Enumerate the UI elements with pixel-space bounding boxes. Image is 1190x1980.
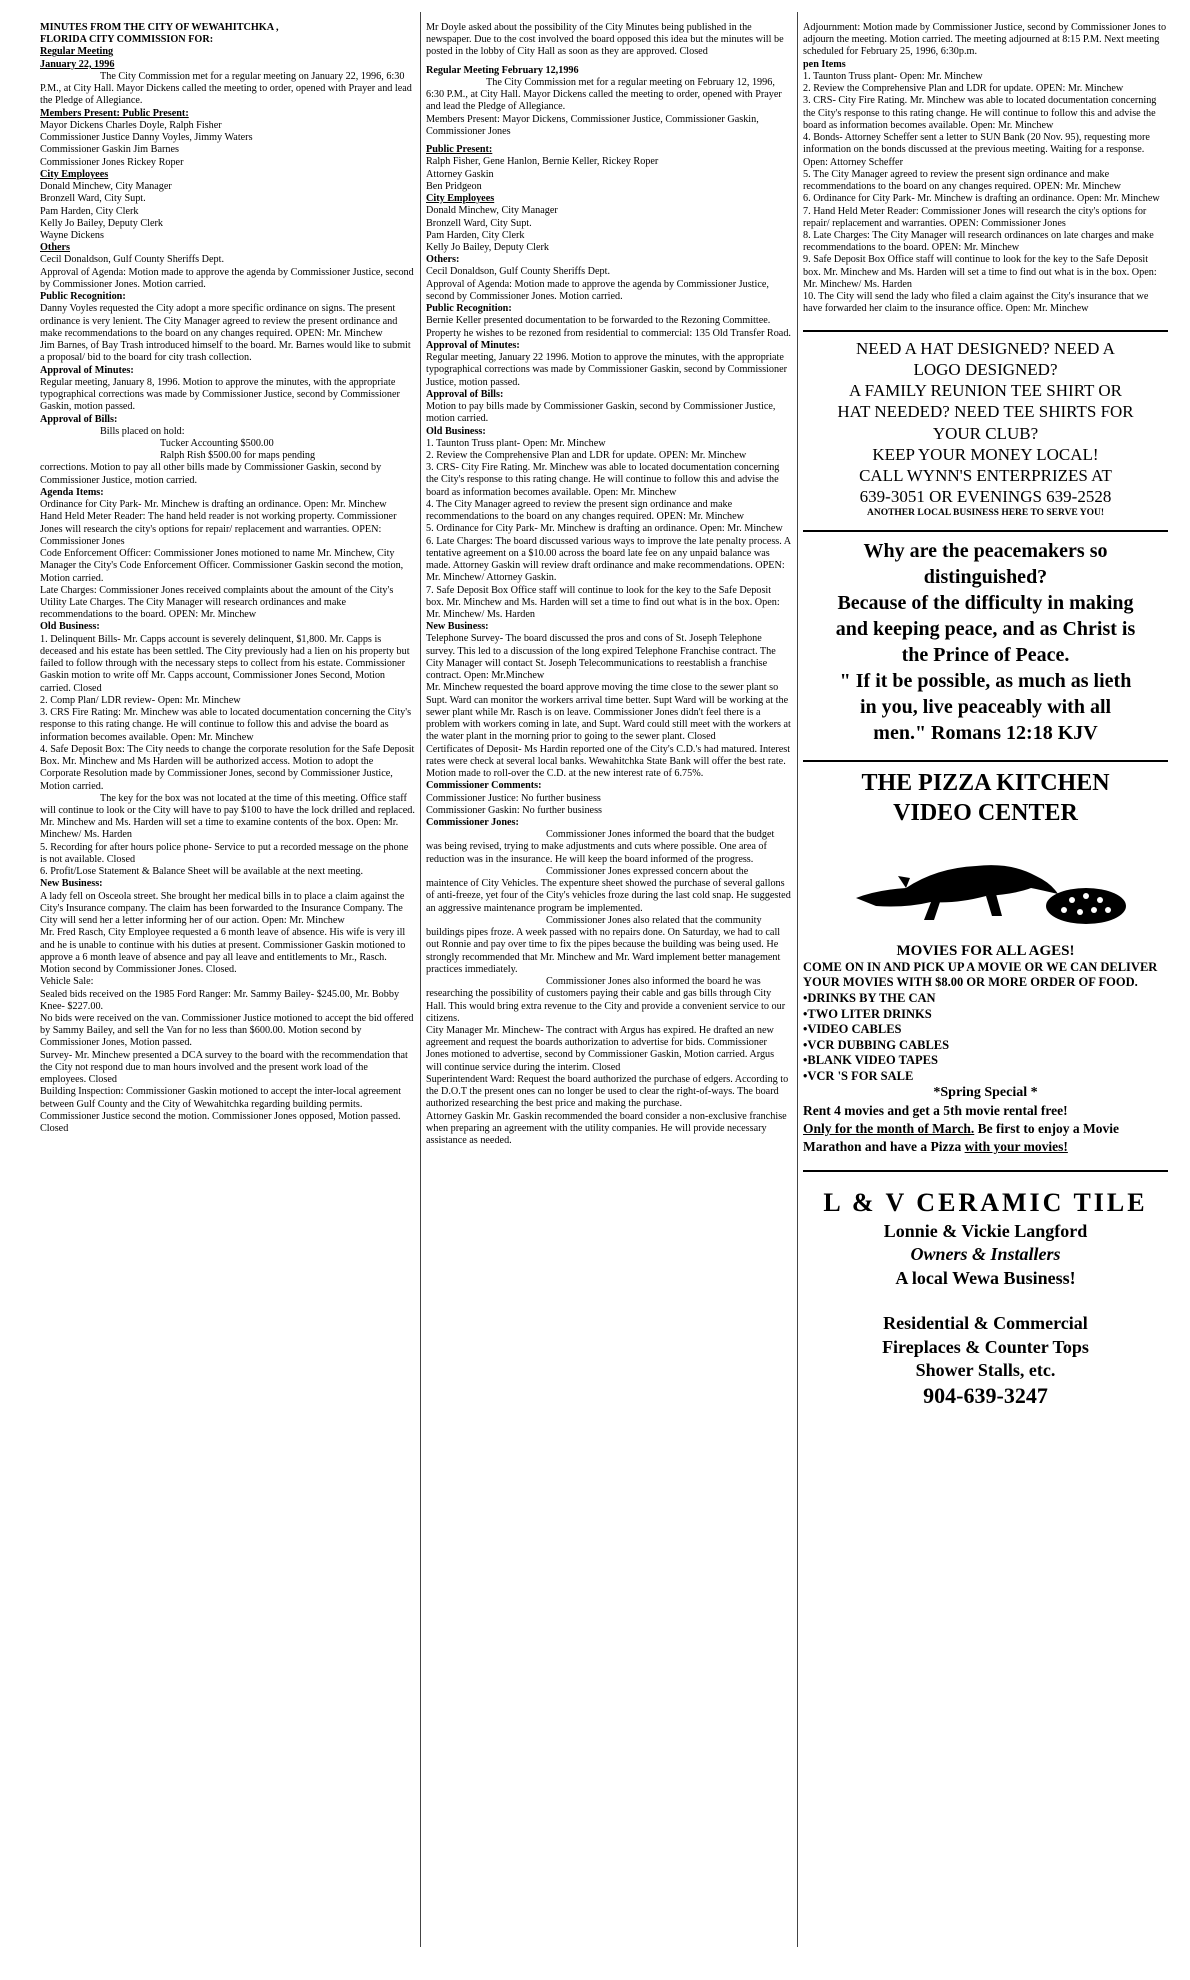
ceramic-title: L & V CERAMIC TILE [823, 1188, 1148, 1218]
ceramic-local: A local Wewa Business! [895, 1267, 1076, 1288]
minutes-paragraph: 7. Hand Held Meter Reader: Commissioner Jones will research the city's options for repair/ replacement and warranties. OPEN: Commissioner Jones [803, 205, 1147, 229]
minutes-paragraph: 6. Ordinance for City Park- Mr. Minchew is drafting an ordinance. Open: Mr. Minchew [803, 193, 1160, 205]
minutes-paragraph: A lady fell on Osceola street. She brought her medical bills in to place a claim against the City's Insurance company. The claim has been forwarded to the Insurance Company. The City will send her a letter informing her of our action. Open: Mr. Minchew [40, 890, 405, 927]
minutes-paragraph: Approval of Minutes: [426, 339, 520, 351]
minutes-paragraph: Old Business: [426, 425, 486, 437]
minutes-paragraph: 6. Profit/Lose Statement & Balance Sheet will be available at the next meeting. [40, 866, 364, 878]
alligator-pizza-icon [836, 828, 1136, 938]
minutes-paragraph: January 22, 1996 [40, 58, 115, 70]
minutes-paragraph: FLORIDA CITY COMMISSION FOR: [40, 34, 214, 46]
pizza-offer [803, 1102, 1168, 1157]
minutes-paragraph: Approval of Minutes: [40, 364, 134, 376]
minutes-paragraph: Mr. Fred Rasch, City Employee requested a 6 month leave of absence. His wife is very ill and he is unable to continue with his duties at present. Commissioner Gaskin motioned to approve a 6 month leave of absence and pay all leave and entitlements to Mr., Rasch. Motion second by Commissioner Jones. Closed. [40, 927, 406, 976]
minutes-paragraph: 10. The City will send the lady who filed a claim against the City's insurance that we have forwarded her claim to the insurance office. Open: Mr. Minchew [803, 291, 1149, 315]
minutes-paragraph: corrections. Motion to pay all other bills made by Commissioner Gaskin, second by Commissioner Justice, motion carried. [40, 462, 382, 486]
pizza-kitchen-ad [803, 768, 1168, 1157]
minutes-paragraph: 6. Late Charges: The board discussed various ways to improve the late penalty process. A tentative agreement on a $10.00 across the board late fee on any unpaid balance was made. Attorney Gaskin will review draft ordinance and make recommendations. OPEN: Mr. Minchew/ Attorney Gaskin. [426, 535, 791, 584]
minutes-paragraph: Donald Minchew, City Manager [426, 205, 558, 217]
minutes-paragraph: Regular meeting, January 8, 1996. Motion to approve the minutes, with the appropriate typographical corrections was made by Commissioner Justice, second by Commissioner Gaskin, motion passed. [40, 376, 400, 413]
minutes-paragraph: Members Present: Mayor Dickens, Commissioner Justice, Commissioner Gaskin, Commissioner Jones [426, 113, 759, 137]
ceramic-service-2: Fireplaces & Counter Tops [882, 1336, 1089, 1357]
minutes-paragraph: Bronzell Ward, City Supt. [40, 193, 146, 205]
minutes-column-3 [803, 22, 1168, 1411]
pizza-item: •VCR DUBBING CABLES [803, 1037, 950, 1052]
wynn-ad-line: YOUR CLUB? [932, 423, 1039, 443]
pizza-item: •BLANK VIDEO TAPES [803, 1053, 938, 1068]
minutes-paragraph: 9. Safe Deposit Box Office staff will continue to look for the key to the Safe Deposit box. Mr. Minchew and Ms. Harden will set a time to find out what is in the box. Open: Mr. Minchew/ Ms. Harden [803, 254, 1157, 290]
minutes-paragraph: 4. Safe Deposit Box: The City needs to change the corporate resolution for the Safe Deposit Box. Mr. Minchew and Ms Harden will be authorized access. Motion to adopt the Corporate Resolution made by Commissioner Jones, second by Commissioner Justice, Motion carried. [40, 743, 415, 792]
minutes-paragraph: Commissioner Gaskin Jim Barnes [40, 144, 179, 156]
pizza-title-2: VIDEO CENTER [893, 799, 1078, 826]
column-rule-1 [420, 12, 421, 1947]
minutes-paragraph: 5. The City Manager agreed to review the present sign ordinance and make recommendations to the board on any changes required. OPEN: Mr. Minchew [803, 168, 1121, 193]
wynn-ad-line: HAT NEEDED? NEED TEE SHIRTS FOR [837, 402, 1134, 422]
minutes-paragraph: Old Business: [40, 621, 100, 633]
minutes-paragraph: Ralph Fisher, Gene Hanlon, Bernie Keller, Rickey Roper [426, 156, 659, 168]
minutes-paragraph: Attorney Gaskin Mr. Gaskin recommended the board consider a non-exclusive franchise when preparing an agreement with the utility companies. He will provide necessary assistance as needed. [426, 1110, 787, 1147]
minutes-paragraph: Bills placed on hold: [100, 425, 185, 437]
minutes-paragraph: Public Present: [426, 144, 493, 156]
wynn-ad-line: LOGO DESIGNED? [913, 359, 1058, 379]
minutes-paragraph: Attorney Gaskin [426, 168, 494, 180]
minutes-paragraph: Commissioner Jones also informed the board he was researching the possibility of customers paying their cable and gas bills through City Hall. This would bring extra revenue to the City and provide a convenient service to our citizens. [426, 976, 786, 1024]
divider [803, 760, 1168, 762]
minutes-paragraph: Others: [426, 254, 460, 266]
minutes-paragraph: Mr. Minchew requested the board approve moving the time close to the sewer plant so Supt. Ward can monitor the workers arrival time better. Supt Ward will be working at the sewer plant while Mr. Rasch is on leave. Commissioner Jones didn't feel there is a problem with workers coming in late, and Supt. Ward could still meet with the workers at the water plant in the morning prior to going to the sewer plant. Closed [426, 682, 791, 743]
minutes-paragraph: Tucker Accounting $500.00 [160, 437, 274, 449]
minutes-paragraph: Pam Harden, City Clerk [426, 229, 525, 241]
minutes-paragraph: New Business: [426, 621, 489, 633]
verse-line: in you, live peaceably with all [859, 695, 1112, 718]
minutes-paragraph: Public Recognition: [426, 303, 512, 315]
minutes-paragraph: The City Commission met for a regular meeting on February 12, 1996, 6:30 P.M., at City Hall. Mayor Dickens called the meeting to order, opened with Prayer and lead the Pledge of Allegiance. [426, 76, 782, 113]
minutes-paragraph: Commissioner Gaskin: No further business [426, 804, 603, 816]
minutes-paragraph: 5. Ordinance for City Park- Mr. Minchew is drafting an ordinance. Open: Mr. Minchew [426, 523, 783, 535]
minutes-paragraph: City Employees [40, 168, 109, 180]
minutes-paragraph: Hand Held Meter Reader: The hand held reader is not working property. Commissioner Jones will research the city's options for repair/ replacement and warranties. OPEN: Commissioner Jones [40, 511, 397, 547]
minutes-paragraph: Danny Voyles requested the City adopt a more specific ordinance on signs. The present ordinance is very lenient. The City Manager agreed to review the present ordinance and make recommendations to the board on any changes required. OPEN: Mr. Minchew [40, 303, 398, 339]
minutes-paragraph: Adjournment: Motion made by Commissioner Justice, second by Commissioner Jones to adjourn the meeting. Motion carried. The meeting adjourned at 8:15 P.M. Next meeting scheduled for February 25, 1996, 6:30p.m. [803, 22, 1167, 58]
pizza-offer-month: Only for the month of March. [803, 1120, 975, 1136]
minutes-paragraph: Commissioner Jones Rickey Roper [40, 156, 184, 168]
minutes-paragraph: Donald Minchew, City Manager [40, 181, 172, 193]
minutes-paragraph: Late Charges: Commissioner Jones received complaints about the amount of the City's Utility Late Charges. The City Manager will research ordinances and make recommendations to the board. OPEN: Mr. Minchew [40, 584, 394, 621]
minutes-paragraph: Commissioner Justice: No further business [426, 792, 601, 804]
verse-line: distinguished? [923, 565, 1048, 588]
pizza-item: •VIDEO CABLES [803, 1022, 902, 1037]
ceramic-role [803, 1243, 1168, 1266]
pizza-items-list [803, 991, 1168, 1085]
minutes-paragraph: Code Enforcement Officer: Commissioner Jones motioned to name Mr. Minchew, City Manager the City's Code Enforcement Officer. Commissioner Gaskin second the motion, Motion carried. [40, 548, 404, 584]
pizza-title-1: THE PIZZA KITCHEN [861, 769, 1110, 796]
minutes-paragraph: City Employees [426, 193, 495, 205]
pizza-offer-with: with your movies! [964, 1138, 1068, 1154]
minutes-paragraph: Commissioner Jones expressed concern about the maintence of City Vehicles. The expenture sheet showed the purchase of several gallons of anti-freeze, yet four of the City's vehicles froze during the last cold snap. He suggested an aggressive maintenance program be implemented. [426, 865, 791, 914]
minutes-paragraph: 1. Taunton Truss plant- Open: Mr. Minchew [426, 437, 606, 449]
minutes-paragraph: Vehicle Sale: [40, 976, 94, 988]
minutes-paragraph: Approval of Agenda: Motion made to approve the agenda by Commissioner Justice, second by Commissioner Jones. Motion carried. [40, 266, 414, 290]
minutes-paragraph: Mr Doyle asked about the possibility of the City Minutes being published in the newspaper. Due to the cost involved the board opposed this idea but the minutes will be posted in the lobby of City Hall as soon as they are approved. Closed [426, 22, 784, 58]
minutes-paragraph: Ralph Rish $500.00 for maps pending [160, 450, 316, 462]
ceramic-tile-ad [803, 1186, 1168, 1411]
minutes-paragraph: 2. Review the Comprehensive Plan and LDR for update. OPEN: Mr. Minchew [803, 83, 1124, 95]
minutes-paragraph: Members Present: Public Present: [40, 107, 189, 119]
minutes-paragraph: Regular meeting, January 22 1996. Motion to approve the minutes, with the appropriate typographical corrections was made by Commissioner Gaskin, second by Commissioner Justice, motion passed. [426, 352, 788, 388]
minutes-paragraph: pen Items [803, 58, 846, 70]
minutes-paragraph: Approval of Bills: [40, 413, 118, 425]
minutes-paragraph: 5. Recording for after hours police phone- Service to put a recorded message on the phone is not available. Closed [40, 841, 409, 865]
minutes-paragraph: Approval of Agenda: Motion made to approve the agenda by Commissioner Justice, second by Commissioner Jones. Motion carried. [426, 278, 769, 302]
minutes-paragraph: 2. Review the Comprehensive Plan and LDR for update. OPEN: Mr. Minchew [426, 449, 747, 461]
minutes-paragraph: 4. The City Manager agreed to review the present sign ordinance and make recommendations to the board on any changes required. OPEN: Mr. Minchew [426, 498, 744, 523]
minutes-paragraph: Others [40, 242, 70, 254]
minutes-paragraph: Regular Meeting February 12,1996 [426, 64, 579, 76]
minutes-paragraph: Commissioner Jones also related that the community buildings pipes froze. A week passed with no repairs done. On Saturday, we had to call out Ronnie and pay over time to fix the pipes because the building was being used. He strongly recommended that Mr. Minchew and Mr. Ward implement better management practices immediately. [426, 914, 781, 975]
ceramic-service-3: Shower Stalls, etc. [915, 1359, 1056, 1380]
minutes-paragraph: Bernie Keller presented documentation to be forwarded to the Rezoning Committee. Property he wishes to be rezoned from residential to commercial: 135 Old Transfer Road. [426, 315, 791, 339]
minutes-paragraph: Building Inspection: Commissioner Gaskin motioned to accept the inter-local agreement between Gulf County and the City of Wewahitchka regarding building permits. Commissioner Justice second the motion. Commissioner Jones opposed, Motion passed. Closed [40, 1086, 402, 1135]
minutes-paragraph: Sealed bids received on the 1985 Ford Ranger: Mr. Sammy Bailey- $245.00, Mr. Bobby Knee- $227.00. [40, 988, 400, 1012]
pizza-spring-special: *Spring Special * [933, 1084, 1038, 1100]
pizza-item: •TWO LITER DRINKS [803, 1006, 932, 1021]
verse-line: and keeping peace, and as Christ is [835, 617, 1136, 640]
wynn-enterprizes-ad [803, 338, 1168, 520]
minutes-paragraph: MINUTES FROM THE CITY OF WEWAHITCHKA , [40, 22, 279, 33]
wynn-tagline: ANOTHER LOCAL BUSINESS HERE TO SERVE YOU! [866, 507, 1105, 518]
verse-line: men." Romans 12:18 KJV [873, 721, 1098, 744]
minutes-paragraph: Pam Harden, City Clerk [40, 205, 139, 217]
minutes-paragraph: Regular Meeting [40, 46, 114, 58]
minutes-paragraph: Commissioner Justice Danny Voyles, Jimmy Waters [40, 132, 253, 144]
minutes-paragraph: Commissioner Comments: [426, 780, 542, 792]
minutes-paragraph: Approval of Bills: [426, 388, 504, 400]
verse-line: " If it be possible, as much as lieth [839, 669, 1132, 692]
minutes-paragraph: Public Recognition: [40, 291, 126, 303]
minutes-paragraph: Survey- Mr. Minchew presented a DCA survey to the board with the recommendation that the City not respond due to man hours involved and the present work load of the employees. Closed [40, 1049, 408, 1086]
peacemakers-verse [803, 538, 1168, 746]
minutes-paragraph: 3. CRS- City Fire Rating. Mr. Minchew was able to located documentation concerning the City's response to this rating change. He will continue to follow this and advise the board as information becomes available. Open: Mr. Minchew [803, 95, 1157, 131]
minutes-paragraph: 1. Delinquent Bills- Mr. Capps account is severely delinquent, $1,800. Mr. Capps is deceased and his estate has been settled. The City previously had a lien on his property but failed to follow through with the necessary steps to collect from his estate. Commissioner Gaskin motion to write off Mr. Capps account, Commissioner Jones Second, Motion carried. Closed [40, 633, 410, 694]
divider [803, 1170, 1168, 1172]
column-rule-2 [797, 12, 798, 1947]
wynn-ad-line: KEEP YOUR MONEY LOCAL! [872, 444, 1099, 464]
minutes-paragraph: Motion to pay bills made by Commissioner Gaskin, second by Commissioner Justice, motion carried. [426, 401, 776, 425]
minutes-paragraph: Cecil Donaldson, Gulf County Sheriffs Dept. [40, 254, 225, 266]
ceramic-phone: 904-639-3247 [923, 1383, 1048, 1409]
divider [803, 530, 1168, 532]
minutes-paragraph: 8. Late Charges: The City Manager will research ordinances on late charges and make recommendations to the board. OPEN: Mr. Minchew [803, 229, 1154, 254]
minutes-paragraph: No bids were received on the van. Commissioner Justice motioned to accept the bid offered by Sammy Bailey, and sell the Van for no less than $600.00. Motion second by Commissioner Jones, Motion passed. [40, 1012, 414, 1049]
wynn-ad-line: 639-3051 OR EVENINGS 639-2528 [859, 487, 1112, 507]
minutes-paragraph: Superintendent Ward: Request the board authorized the purchase of edgers. According to the D.O.T the present ones can no longer be used to clear the right-of-ways. The board authorized researching the best price and making the purchase. [426, 1073, 789, 1110]
ceramic-role-text: Owners & Installers [910, 1244, 1061, 1265]
minutes-paragraph: Kelly Jo Bailey, Deputy Clerk [426, 241, 549, 253]
minutes-column-1 [40, 22, 415, 1135]
minutes-paragraph: City Manager Mr. Minchew- The contract with Argus has expired. He drafted an new agreement and request the boards authorization to advertise for bids. Commissioner Jones motioned to advertise, second by Commissioner Gaskin, Motion carried. Argus will continue service during the interim. Closed [426, 1024, 775, 1073]
pizza-offer-marathon: Be first to enjoy a Movie Marathon and have a Pizza [803, 1120, 1119, 1154]
pizza-offer-text: Rent 4 movies and get a 5th movie rental free! [803, 1102, 1068, 1118]
minutes-paragraph: 3. CRS- City Fire Rating. Mr. Minchew was able to located documentation concerning the City's response to this rating change. He will continue to follow this and advise the board as information becomes available. Open: Mr. Minchew [426, 462, 780, 498]
wynn-ad-line: CALL WYNN'S ENTERPRIZES AT [859, 466, 1112, 486]
verse-line: Why are the peacemakers so [863, 539, 1108, 562]
pizza-intro: COME ON IN AND PICK UP A MOVIE OR WE CAN DELIVER YOUR MOVIES WITH $8.00 OR MORE ORDER OF FOOD. [803, 959, 1158, 990]
minutes-paragraph: New Business: [40, 878, 103, 890]
minutes-column-2 [426, 22, 791, 1147]
pizza-item: •VCR 'S FOR SALE [803, 1069, 914, 1084]
minutes-paragraph: Commissioner Jones informed the board that the budget was being revised, trying to make adjustments and cuts where possible. One area of reduction was in the insurance. He will keep the board informed of the progress. [426, 829, 775, 865]
minutes-paragraph: The City Commission met for a regular meeting on January 22, 1996, 6:30 P.M., at City Hall. Mayor Dickens called the meeting to order, opened with Prayer and lead the Pledge of Allegiance. [40, 70, 412, 107]
minutes-paragraph: Ordinance for City Park- Mr. Minchew is drafting an ordinance. Open: Mr. Minchew [40, 499, 387, 511]
minutes-paragraph: Agenda Items: [40, 486, 104, 498]
minutes-paragraph: 7. Safe Deposit Box Office staff will continue to look for the key to the Safe Deposit box. Mr. Minchew and Ms. Harden will set a time to find out what is in the box. Open: Mr. Minchew/ Ms. Harden [426, 584, 780, 621]
wynn-ad-line: A FAMILY REUNION TEE SHIRT OR [849, 381, 1122, 401]
minutes-paragraph: Jim Barnes, of Bay Trash introduced himself to the board. Mr. Barnes would like to submit a proposal/ bid to the board for city trash collection. [40, 340, 411, 364]
minutes-paragraph: Commissioner Jones: [426, 817, 519, 828]
verse-line: Because of the difficulty in making [837, 591, 1134, 614]
divider [803, 330, 1168, 332]
minutes-paragraph: 2. Comp Plan/ LDR review- Open: Mr. Minchew [40, 694, 241, 706]
minutes-paragraph: Telephone Survey- The board discussed the pros and cons of St. Joseph Telephone survey. This led to a discussion of the long expired Telephone Franchise contract. The City Manager will contact St. Joseph Telecommunications to reestablish a franchise contract. Open: Mr.Minchew [426, 633, 776, 682]
minutes-paragraph: Ben Pridgeon [426, 180, 482, 192]
minutes-paragraph: Kelly Jo Bailey, Deputy Clerk [40, 217, 163, 229]
pizza-movies-headline: MOVIES FOR ALL AGES! [896, 942, 1075, 959]
minutes-paragraph: Bronzell Ward, City Supt. [426, 217, 532, 229]
pizza-item: •DRINKS BY THE CAN [803, 990, 936, 1005]
verse-line: the Prince of Peace. [901, 643, 1070, 666]
wynn-ad-line: NEED A HAT DESIGNED? NEED A [856, 338, 1115, 358]
minutes-paragraph: The key for the box was not located at the time of this meeting. Office staff will continue to look or the City will have to pay $100 to have the lock drilled and replaced. Mr. Minchew and Ms. Harden will set a time to examine contents of the box. Open: Mr. Minchew/ Ms. Harden [40, 792, 415, 841]
minutes-paragraph: Mayor Dickens Charles Doyle, Ralph Fisher [40, 119, 222, 131]
minutes-paragraph: 3. CRS Fire Rating: Mr. Minchew was able to located documentation concerning the City's response to this rating change. He will continue to follow this and advise the board as information becomes available. Open: Mr. Minchew [40, 707, 412, 743]
minutes-paragraph: 1. Taunton Truss plant- Open: Mr. Minchew [803, 70, 983, 82]
ceramic-owners: Lonnie & Vickie Langford [883, 1220, 1088, 1241]
open-items-list [803, 22, 1168, 316]
minutes-paragraph: Cecil Donaldson, Gulf County Sheriffs Dept. [426, 266, 611, 278]
minutes-paragraph: Wayne Dickens [40, 229, 104, 241]
minutes-paragraph: 4. Bonds- Attorney Scheffer sent a letter to SUN Bank (20 Nov. 95), requesting more information on the bonds discussed at the previous meeting. Waiting for a response. Open: Attorney Scheffer [803, 132, 1150, 168]
minutes-paragraph: Certificates of Deposit- Ms Hardin reported one of the City's C.D.'s had matured. Interest rates were check at several local banks. Wewahitchka State Bank will offer the best rate. Motion made to roll-over the C.D. at the new interest rate of 6.75%. [426, 743, 791, 780]
ceramic-service-1: Residential & Commercial [883, 1313, 1088, 1334]
